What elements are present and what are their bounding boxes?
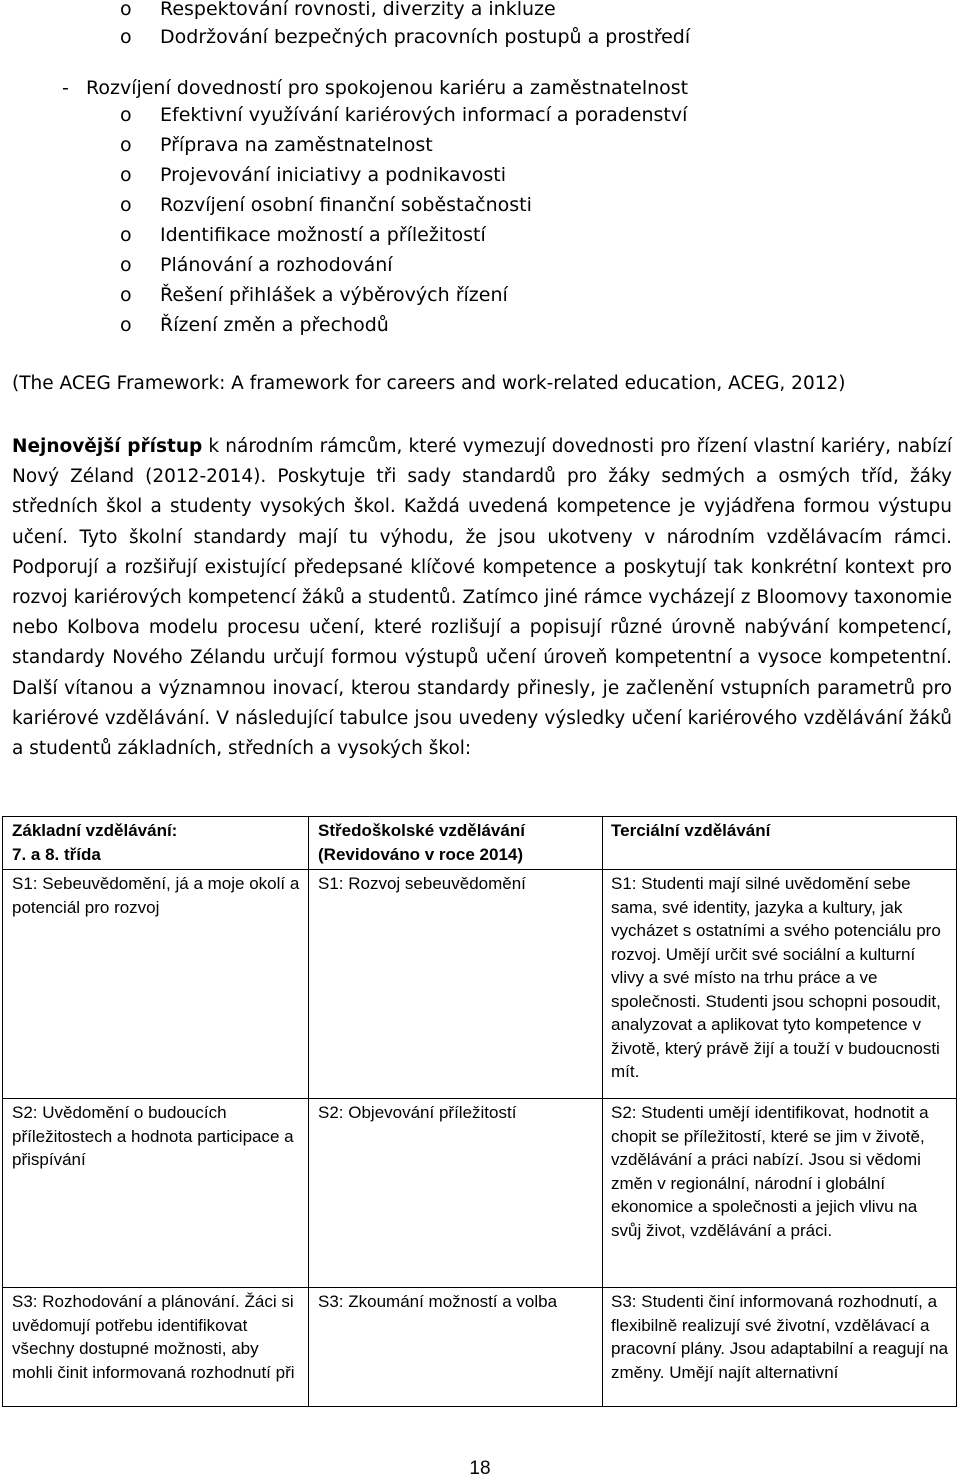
bullet-marker: o: [120, 26, 132, 48]
header-line: (Revidováno v roce 2014): [318, 844, 524, 864]
citation: (The ACEG Framework: A framework for careers and work-related education, ACEG, 2012): [12, 373, 846, 394]
list-item: Efektivní využívání kariérových informací a poradenství: [160, 104, 688, 126]
table-header-row: [3, 817, 957, 870]
list-item: Respektování rovnosti, diverzity a inkluze: [160, 0, 556, 20]
list-item: Plánování a rozhodování: [160, 254, 393, 276]
list-item: Projevování iniciativy a podnikavosti: [160, 164, 507, 186]
header-line: Středoškolské vzdělávání: [318, 821, 525, 840]
table-cell: S2: Studenti umějí identifikovat, hodnotit a chopit se příležitostí, které se jim v životě, vzdělávání a práci nabízí. Jsou si vědomi změn v regionální, národní i globální ekonomice a společnosti a jejich vlivu na svůj život, vzdělávání a práci.: [603, 1099, 957, 1288]
bullet-marker: o: [120, 194, 132, 216]
bullet-marker: o: [120, 254, 132, 276]
list-item: Dodržování bezpečných pracovních postupů a prostředí: [160, 26, 691, 48]
table-cell: S1: Sebeuvědomění, já a moje okolí a potenciál pro rozvoj: [3, 870, 309, 1099]
body-paragraph: [12, 432, 952, 764]
bullet-marker: o: [120, 314, 132, 336]
header-line: 7. a 8. třída: [12, 844, 101, 864]
header-line: Základní vzdělávání:: [12, 821, 178, 840]
paragraph-body: k národním rámcům, které vymezují dovednosti pro řízení vlastní kariéry, nabízí Nový Zéland (2012-2014). Poskytuje tři sady standardů pro žáky sedmých a osmých tříd, žáky středních škol a studenty vysokých škol. Každá uvedená kompetence je vyjádřena formou výstupu učení. Tyto školní standardy mají tu výhodu, že jsou ukotveny v národním vzdělávacím rámci. Podporují a rozšiřují existující předepsané klíčové kompetence a poskytují tak konkrétní kontext pro rozvoj kariérových kompetencí žáků a studentů. Zatímco jiné rámce vycházejí z Bloomovy taxonomie nebo Kolbova modelu procesu učení, které rozlišují a popisují různé úrovně nabývání kompetencí, standardy Nového Zélandu určují formou výstupů učení úroveň kompetentní a vysoce kompetentní. Další vítanou a významnou inovací, kterou standardy přinesly, je začlenění vstupních parametrů pro kariérové vzdělávání. V následující tabulce jsou uvedeny výsledky učení kariérového vzdělávání žáků a studentů základních, středních a vysokých škol:: [12, 436, 953, 760]
list-item: Řešení přihlášek a výběrových řízení: [160, 284, 508, 306]
table-cell: S3: Studenti činí informovaná rozhodnutí, a flexibilně realizují své životní, vzdělávací a pracovní plány. Jsou adaptabilní a reagují na změny. Umějí najít alternativní: [603, 1288, 957, 1407]
table-row: [3, 1099, 957, 1288]
list-item: Rozvíjení osobní finanční soběstačnosti: [160, 194, 532, 216]
table-row: [3, 1288, 957, 1407]
table-cell: S1: Studenti mají silné uvědomění sebe sama, své identity, jazyka a kultury, jak vycházet s ostatními a svého potenciálu pro rozvoj. Umějí určit své sociální a kulturní vlivy a své místo na trhu práce a ve společnosti. Studenti jsou schopni posoudit, analyzovat a aplikovat tyto kompetence v životě, který právě žijí a touží v budoucnosti mít.: [603, 870, 957, 1099]
table-row: [3, 870, 957, 1099]
table-cell: S1: Rozvoj sebeuvědomění: [309, 870, 603, 1099]
header-line: Terciální vzdělávání: [611, 821, 771, 840]
list-item: Identifikace možností a příležitostí: [160, 224, 486, 246]
outcomes-table: [2, 816, 957, 1407]
bullet-marker: o: [120, 284, 132, 306]
table-header-cell: [309, 817, 603, 870]
bullet-marker: o: [120, 104, 132, 126]
section-title: Rozvíjení dovedností pro spokojenou kariéru a zaměstnatelnost: [86, 77, 689, 99]
paragraph-lead: Nejnovější přístup: [12, 436, 203, 457]
bullet-marker: o: [120, 164, 132, 186]
table-cell: S2: Objevování příležitostí: [309, 1099, 603, 1288]
bullet-marker: o: [120, 134, 132, 156]
bullet-marker: o: [120, 224, 132, 246]
list-item: Řízení změn a přechodů: [160, 314, 389, 336]
table-cell: S3: Zkoumání možností a volba: [309, 1288, 603, 1407]
list-item: Příprava na zaměstnatelnost: [160, 134, 433, 156]
table-header-cell: [3, 817, 309, 870]
page-number: 18: [469, 1458, 491, 1479]
table-header-cell: [603, 817, 957, 870]
bullet-marker: o: [120, 0, 132, 20]
table-cell: S2: Uvědomění o budoucích příležitostech a hodnota participace a přispívání: [3, 1099, 309, 1288]
table-cell: S3: Rozhodování a plánování. Žáci si uvědomují potřebu identifikovat všechny dostupné možnosti, aby mohli činit informovaná rozhodnutí při: [3, 1288, 309, 1407]
section-marker: -: [62, 77, 69, 99]
